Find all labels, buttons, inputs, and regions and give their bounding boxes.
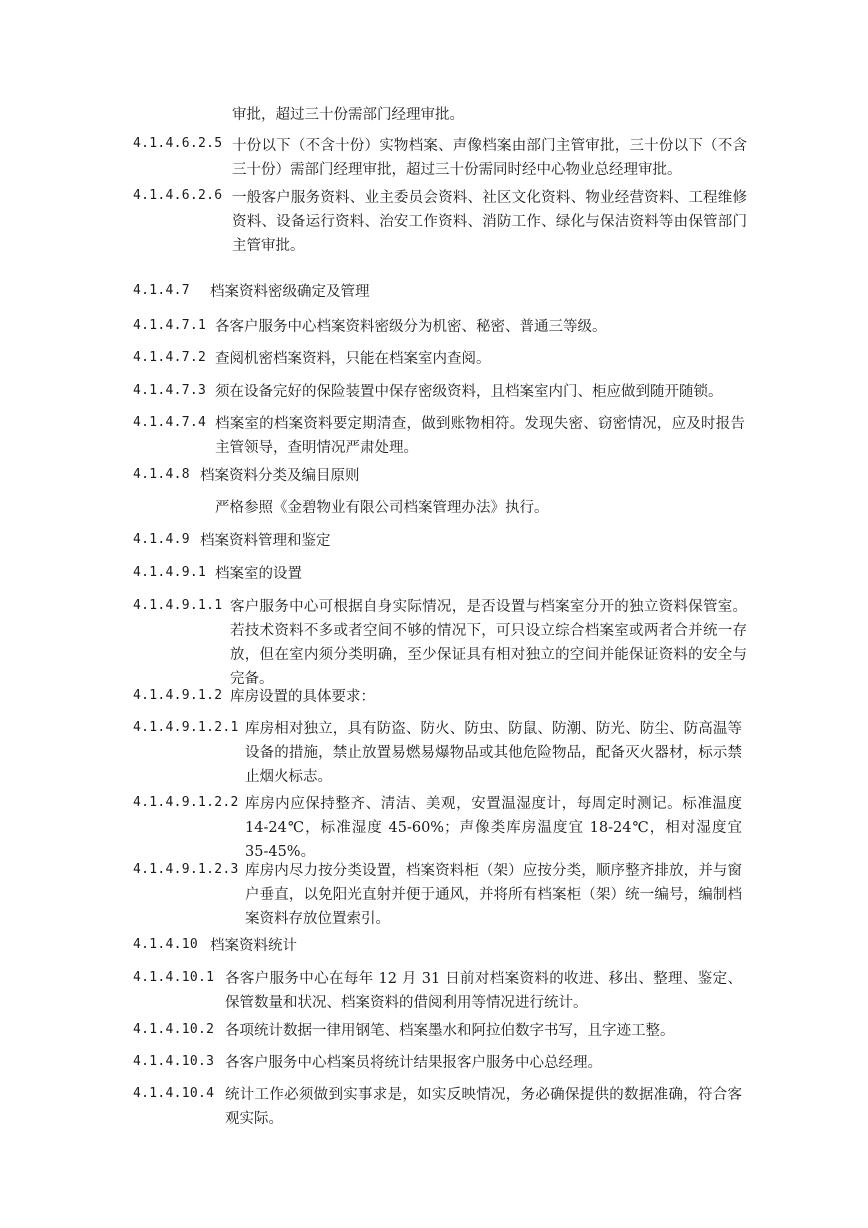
section-text: 库房内应保持整齐、清洁、美观，安置温湿度计，每周定时测记。标准温度 14-24℃，标准湿度 45-60%；声像类库房温度宜 18-24℃，相对湿度宜 35-45%。 (245, 796, 742, 860)
section-text: 各客户服务中心在每年 12 月 31 日前对档案资料的收进、移出、整理、鉴定、保管数量和状况、档案资料的借阅利用等情况进行统计。 (225, 971, 742, 1011)
section-number: 4.1.4.9.1.2.3 (133, 862, 239, 877)
section-text: 各项统计数据一律用钢笔、档案墨水和阿拉伯数字书写，且字迹工整。 (225, 1023, 675, 1039)
section-number: 4.1.4.9.1 (133, 565, 207, 580)
section-number: 4.1.4.10.3 (133, 1054, 215, 1069)
section-number: 4.1.4.10.4 (133, 1086, 215, 1101)
section-number: 4.1.4.7.4 (133, 415, 207, 430)
section-text: 十份以下（不含十份）实物档案、声像档案由部门主管审批，三十份以下（不含三十份）需部门经理审批，超过三十份需同时经中心物业总经理审批。 (232, 138, 747, 178)
section-text: 统计工作必须做到实事求是，如实反映情况，务必确保提供的数据准确，符合客观实际。 (225, 1087, 742, 1127)
section-heading: 库房设置的具体要求： (230, 689, 375, 705)
section-number: 4.1.4.9.1.2.2 (133, 795, 239, 810)
section-number: 4.1.4.7 (133, 283, 190, 298)
section-text: 一般客户服务资料、业主委员会资料、社区文化资料、物业经营资料、工程维修资料、设备运行资料、治安工作资料、消防工作、绿化与保洁资料等由保管部门主管审批。 (232, 190, 747, 254)
section-number: 4.1.4.7.2 (133, 350, 207, 365)
section-text: 档案室的档案资料要定期清查，做到账物相符。发现失密、窃密情况，应及时报告主管领导，查明情况严肃处理。 (215, 416, 745, 456)
section-number: 4.1.4.10.2 (133, 1022, 215, 1037)
section-heading: 档案资料统计 (210, 938, 297, 954)
section-text: 各客户服务中心档案员将统计结果报客户服务中心总经理。 (225, 1055, 602, 1071)
section-heading: 档案资料管理和鉴定 (200, 533, 331, 549)
section-heading: 档案室的设置 (215, 566, 302, 582)
section-text: 须在设备完好的保险装置中保存密级资料，且档案室内门、柜应做到随开随锁。 (215, 384, 723, 400)
section-number: 4.1.4.6.2.5 (133, 136, 223, 151)
section-heading: 档案资料密级确定及管理 (210, 284, 370, 300)
section-number: 4.1.4.7.3 (133, 383, 207, 398)
section-heading: 档案资料分类及编目原则 (200, 468, 360, 484)
section-number: 4.1.4.9 (133, 532, 190, 547)
section-number: 4.1.4.10.1 (133, 970, 215, 985)
section-number: 4.1.4.9.1.2 (133, 688, 223, 703)
section-text: 严格参照《金碧物业有限公司档案管理办法》执行。 (215, 500, 549, 516)
section-text: 各客户服务中心档案资料密级分为机密、秘密、普通三等级。 (215, 319, 607, 335)
section-number: 4.1.4.9.1.2.1 (133, 720, 239, 735)
section-number: 4.1.4.9.1.1 (133, 598, 223, 613)
section-number: 4.1.4.6.2.6 (133, 188, 223, 203)
section-number: 4.1.4.10 (133, 937, 199, 952)
paragraph-continuation: 审批，超过三十份需部门经理审批。 (232, 107, 464, 123)
section-text: 库房相对独立，具有防盗、防火、防虫、防鼠、防潮、防光、防尘、防高温等设备的措施，禁止放置易燃易爆物品或其他危险物品，配备灭火器材，标示禁止烟火标志。 (245, 721, 742, 785)
section-number: 4.1.4.8 (133, 467, 190, 482)
section-text: 库房内尽力按分类设置，档案资料柜（架）应按分类，顺序整齐排放，并与窗户垂直，以免阳光直射并便于通风，并将所有档案柜（架）统一编号，编制档案资料存放位置索引。 (245, 863, 742, 927)
section-text: 查阅机密档案资料，只能在档案室内查阅。 (215, 351, 491, 367)
section-text: 客户服务中心可根据自身实际情况，是否设置与档案室分开的独立资料保管室。若技术资料不多或者空间不够的情况下，可只设立综合档案室或两者合并统一存放，但在室内须分类明确，至少保证具有相对独立的空间并能保证资料的安全与完备。 (230, 599, 747, 687)
section-number: 4.1.4.7.1 (133, 318, 207, 333)
